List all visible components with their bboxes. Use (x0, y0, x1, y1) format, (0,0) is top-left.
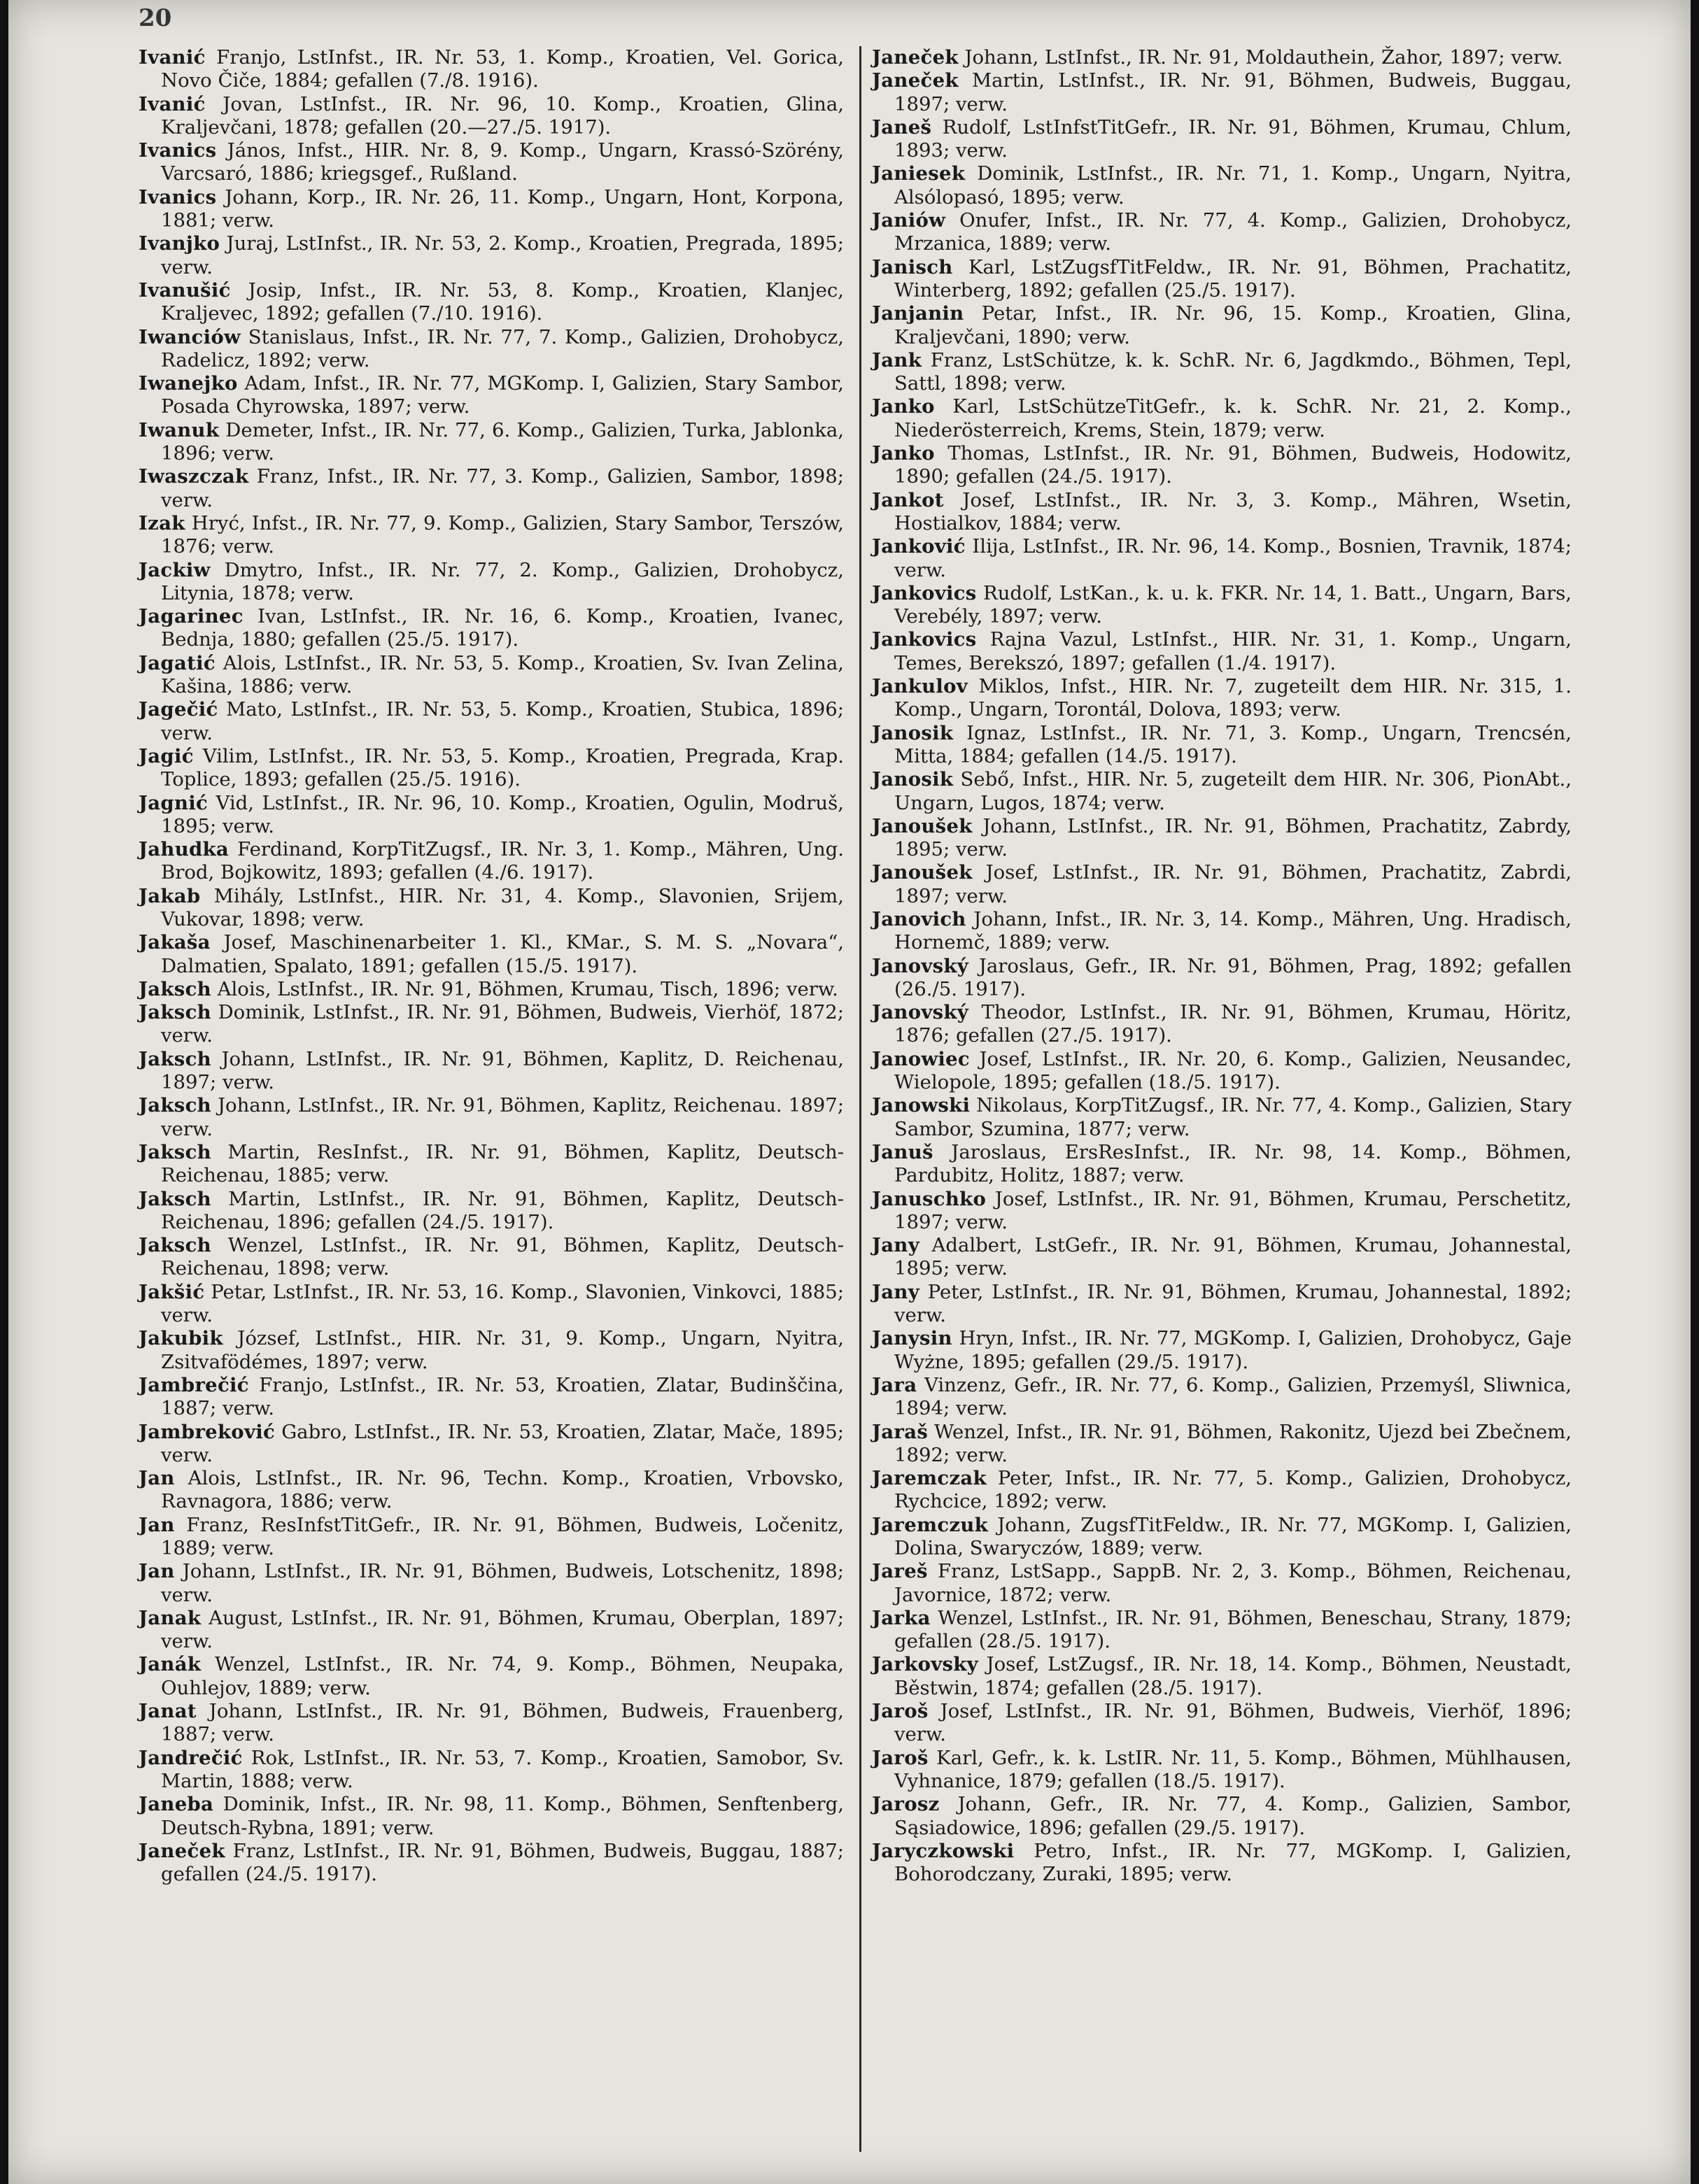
casualty-entry (139, 46, 844, 93)
entry-surname: Jagnić (139, 791, 209, 814)
entry-details: Ilija, LstInfst., IR. Nr. 96, 14. Komp., Bosnien, Travnik, 1874; verw. (894, 535, 1572, 581)
entry-details: Wenzel, LstInfst., IR. Nr. 91, Böhmen, Kaplitz, Deutsch-Reichenau, 1898; verw. (161, 1234, 844, 1280)
entry-details: Johann, Infst., IR. Nr. 3, 14. Komp., Mähren, Ung. Hradisch, Hornemč, 1889; verw. (894, 907, 1572, 954)
entry-details: Josef, LstInfst., IR. Nr. 91, Böhmen, Krumau, Perschetitz, 1897; verw. (894, 1187, 1572, 1233)
casualty-entry (872, 302, 1572, 349)
entry-details: Ignaz, LstInfst., IR. Nr. 71, 3. Komp., Ungarn, Trencsén, Mitta, 1884; gefallen (14./5. 1917). (894, 721, 1572, 767)
entry-surname: Jarka (872, 1606, 931, 1629)
entry-surname: Jany (872, 1234, 920, 1257)
casualty-entry (872, 1327, 1572, 1374)
entry-surname: Jarosz (872, 1793, 940, 1816)
entry-surname: Jaksch (139, 1001, 211, 1024)
casualty-entry (139, 419, 844, 466)
entry-details: Rok, LstInfst., IR. Nr. 53, 7. Komp., Kroatien, Samobor, Sv. Martin, 1888; verw. (161, 1746, 844, 1792)
casualty-entry (139, 1094, 844, 1141)
casualty-entry (872, 1048, 1572, 1095)
entry-details: Jaroslaus, Gefr., IR. Nr. 91, Böhmen, Prag, 1892; gefallen (26./5. 1917). (894, 954, 1572, 1000)
entry-details: Gabro, LstInfst., IR. Nr. 53, Kroatien, Zlatar, Mače, 1895; verw. (161, 1420, 844, 1466)
entry-surname: Janysin (872, 1327, 952, 1350)
entry-surname: Janák (139, 1653, 202, 1676)
entry-surname: Jagečić (139, 698, 218, 721)
entry-details: Petar, LstInfst., IR. Nr. 53, 16. Komp., Slavonien, Vinkovci, 1885; verw. (161, 1280, 844, 1327)
casualty-entry (872, 209, 1572, 256)
entry-surname: Janosik (872, 768, 954, 791)
casualty-entry (872, 1234, 1572, 1281)
casualty-entry (872, 1514, 1572, 1561)
casualty-entry (139, 885, 844, 932)
casualty-entry (872, 349, 1572, 396)
page-number: 20 (139, 4, 172, 32)
entry-details: Johann, LstInfst., IR. Nr. 91, Böhmen, Budweis, Frauenberg, 1887; verw. (161, 1700, 844, 1746)
casualty-entry (872, 162, 1572, 209)
entry-details: Rudolf, LstKan., k. u. k. FKR. Nr. 14, 1. Batt., Ungarn, Bars, Verebély, 1897; verw. (894, 581, 1572, 628)
entry-surname: Januschko (872, 1187, 987, 1210)
casualty-entry (872, 1094, 1572, 1141)
casualty-entry (872, 116, 1572, 163)
left-column (139, 46, 844, 1886)
entry-details: Vinzenz, Gefr., IR. Nr. 77, 6. Komp., Galizien, Przemyśl, Sliwnica, 1894; verw. (894, 1373, 1572, 1420)
entry-surname: Jaksch (139, 1234, 211, 1257)
casualty-entry (872, 628, 1572, 675)
casualty-entry (872, 722, 1572, 769)
casualty-entry (139, 232, 844, 279)
entry-details: Petar, Infst., IR. Nr. 96, 15. Komp., Kroatien, Glina, Kraljevčani, 1890; verw. (894, 302, 1572, 348)
casualty-entry (872, 1467, 1572, 1514)
casualty-entry (872, 1700, 1572, 1747)
entry-details: Dmytro, Infst., IR. Nr. 77, 2. Komp., Galizien, Drohobycz, Litynia, 1878; verw. (161, 558, 844, 604)
entry-surname: Janeček (872, 46, 959, 69)
entry-details: János, Infst., HIR. Nr. 8, 9. Komp., Ungarn, Krassó-Szörény, Varcsaró, 1886; kriegsgef., Rußland. (161, 139, 844, 185)
entry-details: Rajna Vazul, LstInfst., HIR. Nr. 31, 1. Komp., Ungarn, Temes, Berekszó, 1897; gefallen (1./4. 1917). (894, 628, 1572, 674)
entry-surname: Jank (872, 348, 922, 371)
entry-details: Martin, ResInfst., IR. Nr. 91, Böhmen, Kaplitz, Deutsch-Reichenau, 1885; verw. (161, 1140, 844, 1187)
entry-details: Johann, LstInfst., IR. Nr. 91, Böhmen, Prachatitz, Zabrdy, 1895; verw. (894, 814, 1572, 861)
entry-surname: Jakšić (139, 1280, 205, 1303)
entry-surname: Ivanics (139, 139, 217, 162)
entry-details: Onufer, Infst., IR. Nr. 77, 4. Komp., Galizien, Drohobycz, Mrzanica, 1889; verw. (894, 209, 1572, 255)
casualty-entry (872, 395, 1572, 442)
casualty-entry (139, 1514, 844, 1561)
entry-details: Josef, LstInfst., IR. Nr. 91, Böhmen, Prachatitz, Zabrdi, 1897; verw. (894, 861, 1572, 907)
casualty-entry (139, 1467, 844, 1514)
casualty-entry (139, 279, 844, 326)
casualty-entry (872, 815, 1572, 862)
entry-details: Franjo, LstInfst., IR. Nr. 53, 1. Komp., Kroatien, Vel. Gorica, Novo Čiče, 1884; gefallen (7./8. 1916). (161, 46, 844, 92)
entry-details: Josef, LstInfst., IR. Nr. 20, 6. Komp., Galizien, Neusandec, Wielopole, 1895; gefallen (18./5. 1917). (894, 1047, 1572, 1094)
entry-surname: Izak (139, 511, 185, 534)
casualty-entry (139, 1234, 844, 1281)
entry-details: Josip, Infst., IR. Nr. 53, 8. Komp., Kroatien, Klanjec, Kraljevec, 1892; gefallen (7./10. 1916). (161, 278, 844, 325)
entry-surname: Jankulov (872, 675, 968, 698)
entry-details: Ferdinand, KorpTitZugsf., IR. Nr. 3, 1. Komp., Mähren, Ung. Brod, Bojkowitz, 1893; gefallen (4./6. 1917). (161, 838, 844, 884)
entry-details: Alois, LstInfst., IR. Nr. 96, Techn. Komp., Kroatien, Vrbovsko, Ravnagora, 1886; verw. (161, 1467, 844, 1513)
entry-details: Petro, Infst., IR. Nr. 77, MGKomp. I, Galizien, Bohorodczany, Zuraki, 1895; verw. (894, 1839, 1572, 1886)
entry-details: Martin, LstInfst., IR. Nr. 91, Böhmen, Kaplitz, Deutsch-Reichenau, 1896; gefallen (24./5. 1917). (161, 1187, 844, 1233)
casualty-entry (872, 1421, 1572, 1468)
entry-details: Johann, LstInfst., IR. Nr. 91, Böhmen, Budweis, Lotschenitz, 1898; verw. (161, 1560, 844, 1606)
entry-surname: Janeba (139, 1793, 214, 1816)
entry-surname: Janoušek (872, 814, 973, 837)
casualty-entry (139, 512, 844, 559)
casualty-entry (139, 1840, 844, 1887)
entry-details: Demeter, Infst., IR. Nr. 77, 6. Komp., Galizien, Turka, Jablonka, 1896; verw. (161, 418, 844, 465)
entry-details: Vilim, LstInfst., IR. Nr. 53, 5. Komp., Kroatien, Pregrada, Krap. Toplice, 1893; gefallen (25./5. 1916). (161, 744, 844, 791)
entry-details: Dominik, LstInfst., IR. Nr. 71, 1. Komp., Ungarn, Nyitra, Alsólopasó, 1895; verw. (894, 162, 1572, 208)
entry-surname: Janovský (872, 1001, 969, 1024)
casualty-entry (872, 1001, 1572, 1048)
casualty-entry (139, 1607, 844, 1654)
entry-details: Josef, LstInfst., IR. Nr. 91, Böhmen, Budweis, Vierhöf, 1896; verw. (894, 1700, 1572, 1746)
entry-details: Johann, ZugsfTitFeldw., IR. Nr. 77, MGKomp. I, Galizien, Dolina, Swaryczów, 1889; verw. (894, 1513, 1572, 1559)
entry-surname: Jankovics (872, 628, 977, 651)
casualty-entry (139, 792, 844, 839)
entry-surname: Janeček (139, 1839, 225, 1862)
entry-details: Johann, Gefr., IR. Nr. 77, 4. Komp., Galizien, Sambor, Sąsiadowice, 1896; gefallen (29./5. 1917). (894, 1793, 1572, 1839)
entry-surname: Jara (872, 1373, 917, 1396)
entry-surname: Ivanics (139, 185, 217, 208)
casualty-entry (872, 1607, 1572, 1654)
casualty-entry (139, 93, 844, 140)
casualty-entry (139, 1048, 844, 1095)
casualty-entry (872, 1793, 1572, 1840)
casualty-entry (139, 1421, 844, 1468)
entry-surname: Ivanić (139, 46, 206, 69)
entry-surname: Iwaszczak (139, 465, 249, 488)
entry-details: Juraj, LstInfst., IR. Nr. 53, 2. Komp., Kroatien, Pregrada, 1895; verw. (161, 232, 844, 278)
casualty-entry (872, 1281, 1572, 1328)
casualty-entry (139, 326, 844, 373)
casualty-entry (139, 1327, 844, 1374)
entry-details: Jovan, LstInfst., IR. Nr. 96, 10. Komp., Kroatien, Glina, Kraljevčani, 1878; gefallen (20.—27./5. 1917). (161, 92, 844, 139)
casualty-entry (139, 745, 844, 792)
entry-surname: Jaksch (139, 1140, 211, 1163)
entry-surname: Jambreković (139, 1420, 276, 1443)
entry-details: Alois, LstInfst., IR. Nr. 53, 5. Komp., Kroatien, Sv. Ivan Zelina, Kašina, 1886; verw. (161, 651, 844, 698)
casualty-entry (139, 1188, 844, 1235)
casualty-entry (139, 652, 844, 699)
entry-details: Karl, LstZugsfTitFeldw., IR. Nr. 91, Böhmen, Prachatitz, Winterberg, 1892; gefallen (25./5. 1917). (894, 255, 1572, 302)
column-divider (859, 46, 861, 2152)
casualty-entry (139, 372, 844, 419)
entry-surname: Janovský (872, 954, 969, 977)
entry-surname: Jambrečić (139, 1373, 249, 1396)
casualty-entry (872, 861, 1572, 908)
entry-surname: Janak (139, 1606, 202, 1629)
entry-details: Alois, LstInfst., IR. Nr. 91, Böhmen, Krumau, Tisch, 1896; verw. (211, 977, 838, 1000)
entry-details: Thomas, LstInfst., IR. Nr. 91, Böhmen, Budweis, Hodowitz, 1890; gefallen (24./5. 1917). (894, 442, 1572, 488)
casualty-entry (872, 1141, 1572, 1188)
casualty-entry (139, 605, 844, 652)
entry-details: Hryć, Infst., IR. Nr. 77, 9. Komp., Galizien, Stary Sambor, Terszów, 1876; verw. (161, 511, 844, 558)
entry-details: Josef, Maschinenarbeiter 1. Kl., KMar., S. M. S. „Novara“, Dalmatien, Spalato, 1891; gefallen (15./5. 1917). (161, 931, 844, 977)
casualty-entry (139, 1374, 844, 1421)
casualty-entry (139, 186, 844, 233)
entry-surname: Januš (872, 1140, 933, 1163)
entry-surname: Jaraš (872, 1420, 929, 1443)
entry-surname: Janat (139, 1700, 197, 1723)
entry-details: Vid, LstInfst., IR. Nr. 96, 10. Komp., Kroatien, Ogulin, Modruš, 1895; verw. (161, 791, 844, 837)
right-column (872, 46, 1572, 1886)
entry-surname: Jakaša (139, 931, 211, 954)
casualty-entry (872, 1840, 1572, 1887)
entry-details: József, LstInfst., HIR. Nr. 31, 9. Komp., Ungarn, Nyitra, Zsitvafödémes, 1897; verw. (161, 1327, 844, 1373)
entry-surname: Ivanušić (139, 278, 231, 302)
casualty-entry (139, 1747, 844, 1794)
entry-details: Sebő, Infst., HIR. Nr. 5, zugeteilt dem HIR. Nr. 306, PionAbt., Ungarn, Lugos, 1874; verw. (894, 768, 1572, 814)
entry-surname: Jackiw (139, 558, 211, 581)
entry-details: Stanislaus, Infst., IR. Nr. 77, 7. Komp., Galizien, Drohobycz, Radelicz, 1892; verw. (161, 325, 844, 371)
casualty-entry (139, 1001, 844, 1048)
entry-details: Jaroslaus, ErsResInfst., IR. Nr. 98, 14. Komp., Böhmen, Pardubitz, Holitz, 1887; verw. (894, 1140, 1572, 1187)
entry-surname: Jagarinec (139, 605, 244, 628)
entry-surname: Jankovics (872, 581, 977, 604)
entry-surname: Jaremczak (872, 1467, 987, 1490)
entry-details: Hryn, Infst., IR. Nr. 77, MGKomp. I, Galizien, Drohobycz, Gaje Wyżne, 1895; gefallen (29./5. 1917). (894, 1327, 1572, 1373)
entry-surname: Janowski (872, 1094, 971, 1117)
entry-surname: Jan (139, 1560, 175, 1583)
entry-details: Mato, LstInfst., IR. Nr. 53, 5. Komp., Kroatien, Stubica, 1896; verw. (161, 698, 844, 744)
entry-details: Peter, LstInfst., IR. Nr. 91, Böhmen, Krumau, Johannestal, 1892; verw. (894, 1280, 1572, 1327)
casualty-entry (872, 1653, 1572, 1700)
casualty-entry (139, 465, 844, 512)
entry-surname: Jagatić (139, 651, 216, 674)
entry-details: Karl, Gefr., k. k. LstIR. Nr. 11, 5. Komp., Böhmen, Mühlhausen, Vyhnanice, 1879; gefallen (18./5. 1917). (894, 1746, 1572, 1792)
entry-details: Ivan, LstInfst., IR. Nr. 16, 6. Komp., Kroatien, Ivanec, Bednja, 1880; gefallen (25./5. 1917). (161, 605, 844, 651)
entry-surname: Janovich (872, 907, 966, 930)
entry-details: Karl, LstSchützeTitGefr., k. k. SchR. Nr. 21, 2. Komp., Niederösterreich, Krems, Stein, 1879; verw. (894, 395, 1572, 441)
casualty-entry (872, 489, 1572, 536)
entry-surname: Jaksch (139, 1047, 211, 1070)
casualty-entry (139, 838, 844, 885)
entry-surname: Jagić (139, 744, 194, 767)
entry-surname: Jaksch (139, 1187, 211, 1210)
entry-surname: Ivanjko (139, 232, 220, 255)
entry-surname: Jahudka (139, 838, 230, 861)
entry-surname: Jakubik (139, 1327, 223, 1350)
entry-details: Peter, Infst., IR. Nr. 77, 5. Komp., Galizien, Drohobycz, Rychcice, 1892; verw. (894, 1467, 1572, 1513)
casualty-entry (139, 1700, 844, 1747)
entry-details: Wenzel, Infst., IR. Nr. 91, Böhmen, Rakonitz, Ujezd bei Zbečnem, 1892; verw. (894, 1420, 1572, 1466)
entry-details: Theodor, LstInfst., IR. Nr. 91, Böhmen, Krumau, Höritz, 1876; gefallen (27./5. 1917). (894, 1001, 1572, 1047)
casualty-entry (139, 559, 844, 606)
entry-surname: Jankot (872, 488, 944, 511)
entry-surname: Janiów (872, 209, 946, 232)
entry-surname: Jandrečić (139, 1746, 243, 1769)
entry-details: Adam, Infst., IR. Nr. 77, MGKomp. I, Galizien, Stary Sambor, Posada Chyrowska, 1897; verw. (161, 372, 844, 418)
entry-surname: Janosik (872, 721, 954, 744)
entry-details: Wenzel, LstInfst., IR. Nr. 74, 9. Komp., Böhmen, Neupaka, Ouhlejov, 1889; verw. (161, 1653, 844, 1699)
entry-surname: Jaryczkowski (872, 1839, 1015, 1862)
entry-surname: Jaksch (139, 977, 211, 1000)
casualty-entry (872, 535, 1572, 582)
entry-details: Dominik, LstInfst., IR. Nr. 91, Böhmen, Budweis, Vierhöf, 1872; verw. (161, 1001, 844, 1047)
casualty-entry (872, 955, 1572, 1002)
entry-details: Franz, LstSapp., SappB. Nr. 2, 3. Komp., Böhmen, Reichenau, Javornice, 1872; verw. (894, 1560, 1572, 1606)
entry-surname: Iwanuk (139, 418, 220, 441)
entry-surname: Jan (139, 1467, 175, 1490)
casualty-entry (872, 46, 1572, 69)
entry-surname: Jarkovsky (872, 1653, 978, 1676)
entry-details: Wenzel, LstInfst., IR. Nr. 91, Böhmen, Beneschau, Strany, 1879; gefallen (28./5. 1917). (894, 1606, 1572, 1653)
entry-details: Franz, LstSchütze, k. k. SchR. Nr. 6, Jagdkmdo., Böhmen, Tepl, Sattl, 1898; verw. (894, 348, 1572, 395)
entry-surname: Jakab (139, 884, 201, 907)
casualty-entry (139, 1653, 844, 1700)
casualty-entry (872, 1560, 1572, 1607)
entry-surname: Janko (872, 395, 935, 418)
casualty-entry (139, 1141, 844, 1188)
entry-details: Mihály, LstInfst., HIR. Nr. 31, 4. Komp., Slavonien, Srijem, Vukovar, 1898; verw. (161, 884, 844, 930)
entry-surname: Ivanić (139, 92, 206, 115)
casualty-entry (139, 978, 844, 1001)
entry-details: August, LstInfst., IR. Nr. 91, Böhmen, Krumau, Oberplan, 1897; verw. (161, 1606, 844, 1653)
entry-details: Johann, LstInfst., IR. Nr. 91, Moldauthein, Žahor, 1897; verw. (958, 46, 1563, 69)
entry-surname: Jaroš (872, 1746, 929, 1769)
casualty-entry (139, 1281, 844, 1328)
entry-details: Franz, ResInfstTitGefr., IR. Nr. 91, Böhmen, Budweis, Ločenitz, 1889; verw. (161, 1513, 844, 1559)
entry-surname: Janiesek (872, 162, 966, 185)
entry-surname: Jany (872, 1280, 920, 1303)
casualty-entry (872, 1188, 1572, 1235)
casualty-entry (139, 1793, 844, 1840)
casualty-entry (872, 908, 1572, 955)
casualty-entry (872, 768, 1572, 815)
entry-surname: Jaroš (872, 1700, 929, 1723)
entry-surname: Janowiec (872, 1047, 970, 1070)
entry-surname: Janeš (872, 115, 932, 139)
entry-surname: Janjanin (872, 302, 964, 325)
entry-details: Josef, LstInfst., IR. Nr. 3, 3. Komp., Mähren, Wsetin, Hostialkov, 1884; verw. (894, 488, 1572, 534)
casualty-entry (872, 1374, 1572, 1421)
entry-details: Johann, LstInfst., IR. Nr. 91, Böhmen, Kaplitz, Reichenau. 1897; verw. (161, 1094, 844, 1140)
casualty-entry (872, 442, 1572, 489)
entry-surname: Janeček (872, 69, 959, 92)
entry-surname: Janković (872, 535, 966, 558)
entry-surname: Janko (872, 442, 935, 465)
entry-details: Josef, LstZugsf., IR. Nr. 18, 14. Komp., Böhmen, Neustadt, Běstwin, 1874; gefallen (28./5. 1917). (894, 1653, 1572, 1699)
casualty-entry (139, 1560, 844, 1607)
entry-surname: Jan (139, 1513, 175, 1536)
entry-details: Franz, Infst., IR. Nr. 77, 3. Komp., Galizien, Sambor, 1898; verw. (161, 465, 844, 511)
entry-details: Adalbert, LstGefr., IR. Nr. 91, Böhmen, Krumau, Johannestal, 1895; verw. (894, 1234, 1572, 1280)
entry-surname: Jareš (872, 1560, 928, 1583)
entry-surname: Janoušek (872, 861, 973, 884)
entry-surname: Janisch (872, 255, 953, 278)
casualty-entry (139, 931, 844, 978)
casualty-entry (872, 69, 1572, 116)
entry-details: Nikolaus, KorpTitZugsf., IR. Nr. 77, 4. Komp., Galizien, Stary Sambor, Szumina, 1877; verw. (894, 1094, 1572, 1140)
casualty-entry (872, 675, 1572, 722)
casualty-entry (872, 1747, 1572, 1794)
entry-details: Johann, Korp., IR. Nr. 26, 11. Komp., Ungarn, Hont, Korpona, 1881; verw. (161, 185, 844, 232)
entry-details: Martin, LstInfst., IR. Nr. 91, Böhmen, Budweis, Buggau, 1897; verw. (894, 69, 1572, 115)
entry-surname: Jaremczuk (872, 1513, 989, 1536)
casualty-entry (139, 139, 844, 186)
entry-details: Miklos, Infst., HIR. Nr. 7, zugeteilt dem HIR. Nr. 315, 1. Komp., Ungarn, Torontál, Dolova, 1893; verw. (894, 675, 1572, 721)
entry-surname: Iwanciów (139, 325, 241, 348)
entry-details: Johann, LstInfst., IR. Nr. 91, Böhmen, Kaplitz, D. Reichenau, 1897; verw. (161, 1047, 844, 1094)
entry-surname: Jaksch (139, 1094, 211, 1117)
casualty-entry (139, 698, 844, 745)
entry-surname: Iwanejko (139, 372, 238, 395)
entry-details: Franz, LstInfst., IR. Nr. 91, Böhmen, Budweis, Buggau, 1887; gefallen (24./5. 1917). (161, 1839, 844, 1886)
entry-details: Dominik, Infst., IR. Nr. 98, 11. Komp., Böhmen, Senftenberg, Deutsch-Rybna, 1891; verw. (161, 1793, 844, 1839)
casualty-entry (872, 256, 1572, 303)
entry-details: Franjo, LstInfst., IR. Nr. 53, Kroatien, Zlatar, Budinščina, 1887; verw. (161, 1373, 844, 1420)
casualty-entry (872, 582, 1572, 629)
entry-details: Rudolf, LstInfstTitGefr., IR. Nr. 91, Böhmen, Krumau, Chlum, 1893; verw. (894, 115, 1572, 162)
